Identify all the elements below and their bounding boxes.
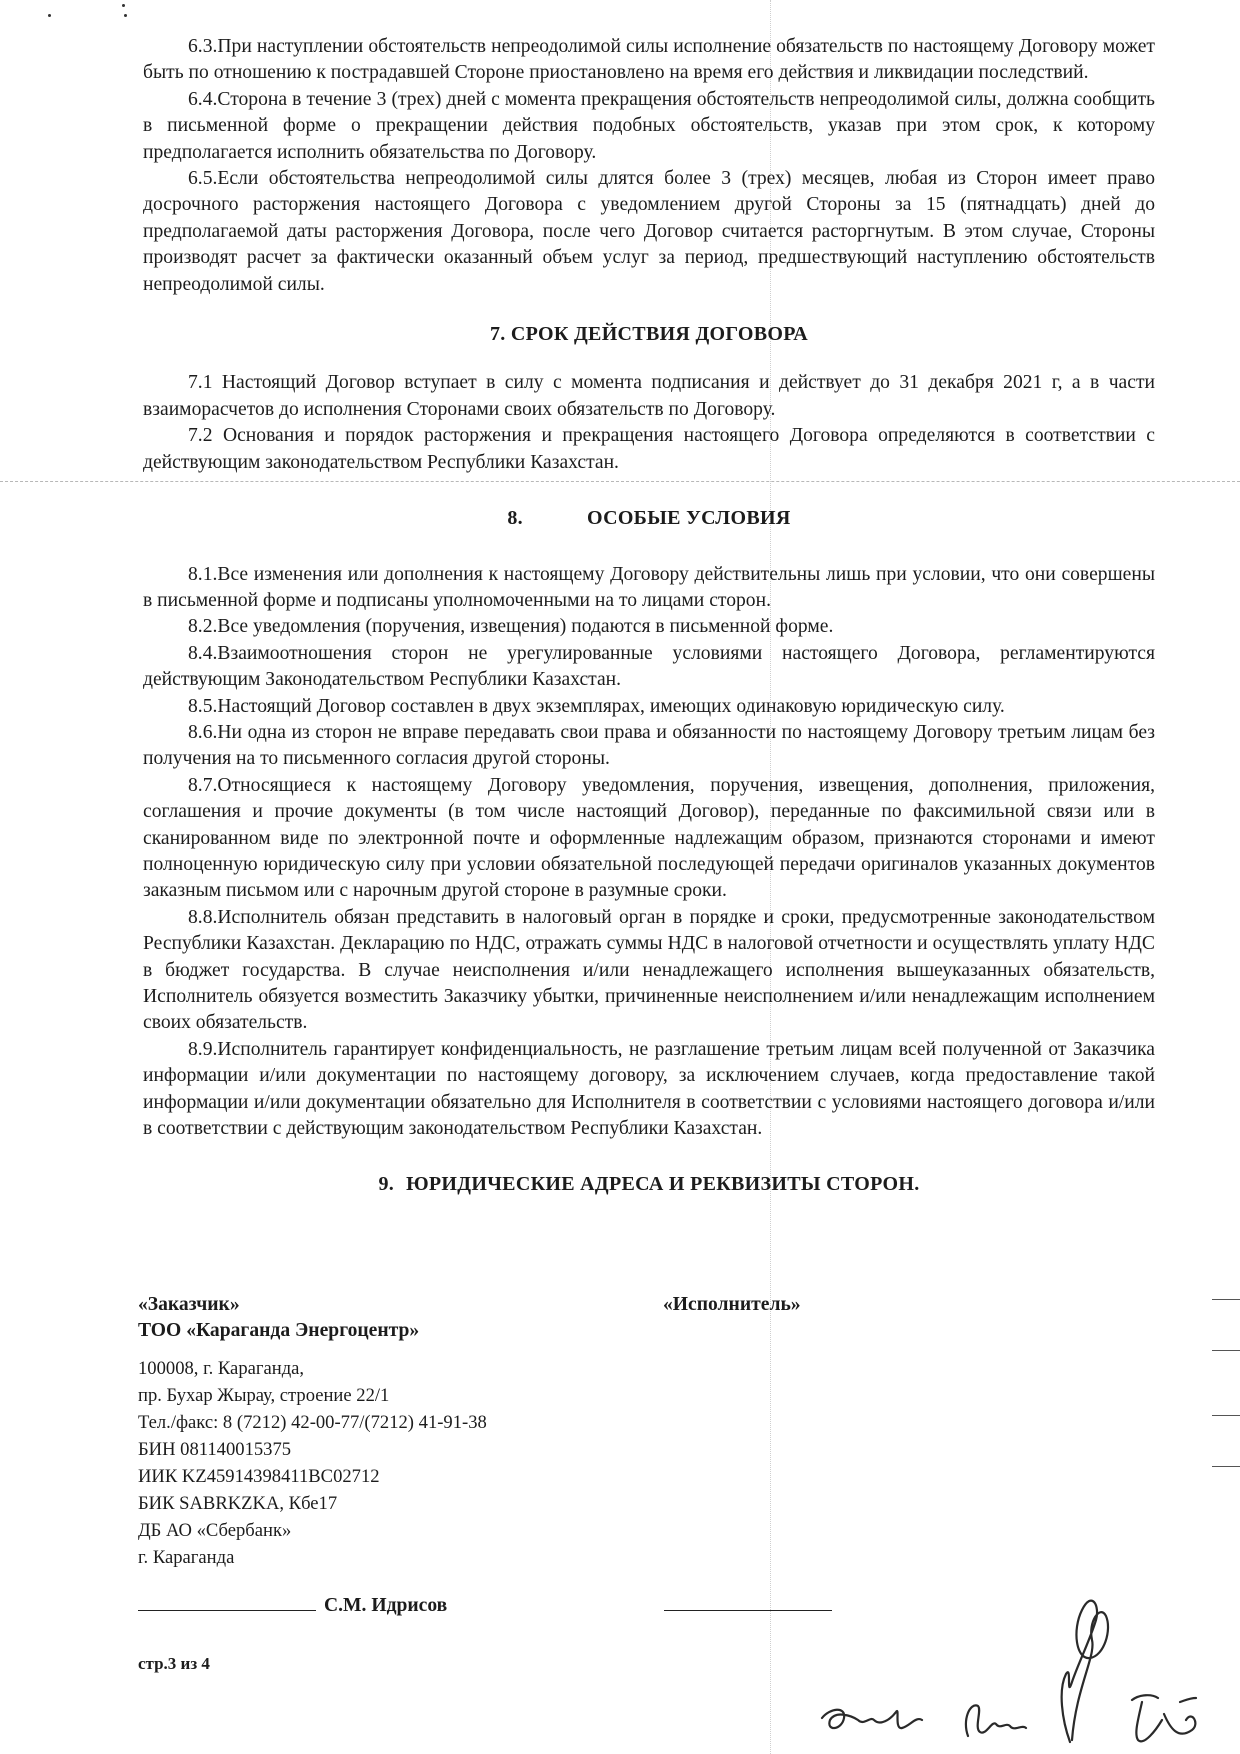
- section-7-heading: 7. СРОК ДЕЙСТВИЯ ДОГОВОРА: [490, 323, 808, 346]
- clause-8-8: 8.8.Исполнитель обязан представить в налоговый орган в порядке и сроки, предусмотренные законодательством Республики Казахстан. Декларацию по НДС, отражать суммы НДС в налоговой отчетности и осуществлять уплату НДС в бюджет государства. В случае неисполнения и/или ненадлежащего исполнения вышеуказанных обязательств, Исполнитель обязуется возместить Заказчику убытки, причиненные неисполнением и/или ненадлежащим исполнением своих обязательств.: [143, 906, 1155, 1034]
- customer-phone: Тел./факс: 8 (7212) 42-00-77/(7212) 41-91-38: [138, 1411, 487, 1433]
- customer-block: [138, 1292, 738, 1571]
- page-number: стр.3 из 4: [138, 1654, 210, 1673]
- pen-stroke-short: [1180, 1698, 1196, 1702]
- section-9-title: ЮРИДИЧЕСКИЕ АДРЕСА И РЕКВИЗИТЫ СТОРОН.: [406, 1173, 920, 1196]
- clause-8-9: 8.9.Исполнитель гарантирует конфиденциальность, не разглашение третьим лицам всей полученной от Заказчика информации и/или документации по настоящему договору, за исключением случаев, когда предоставление такой информации и/или документации обязательно для Исполнителя в соответствии с условиями настоящего договора и/или в соответствии с действующим законодательством Республики Казахстан.: [143, 1038, 1155, 1140]
- initial-mark-2: [966, 1705, 1026, 1736]
- margin-tick: [1212, 1466, 1240, 1467]
- clause-6-5: 6.5.Если обстоятельства непреодолимой силы длятся более 3 (трех) месяцев, любая из Сторон имеет право досрочного расторжения настоящего Договора с уведомлением другой Стороны за 15 (пятнадцать) дней до предполагаемой даты расторжения Договора, после чего Договор считается расторгнутым. В этом случае, Стороны производят расчет за фактически оказанный объем услуг за период, предшествующий наступлению обстоятельств непреодолимой силы.: [143, 168, 1155, 295]
- executor-role: «Исполнитель»: [663, 1294, 801, 1315]
- contract-body: [143, 34, 1155, 1198]
- customer-bin: БИН 081140015375: [138, 1438, 292, 1460]
- customer-signatory: С.М. Идрисов: [324, 1595, 448, 1616]
- customer-org: ТОО «Караганда Энергоцентр»: [138, 1320, 420, 1342]
- scan-speck: [122, 4, 125, 7]
- customer-city: г. Караганда: [138, 1546, 235, 1568]
- section-8-number: 8.: [507, 507, 523, 530]
- clause-8-2: 8.2.Все уведомления (поручения, извещения) подаются в письменной форме.: [188, 616, 834, 638]
- clause-8-5: 8.5.Настоящий Договор составлен в двух экземплярах, имеющих одинаковую юридическую силу.: [188, 695, 1005, 717]
- margin-tick: [1212, 1299, 1240, 1300]
- customer-address-line-2: пр. Бухар Жырау, строение 22/1: [138, 1384, 390, 1406]
- customer-bik: БИК SABRKZKA, Кбе17: [138, 1492, 338, 1514]
- customer-details: [138, 1355, 738, 1571]
- initial-mark-4: [1132, 1695, 1195, 1741]
- customer-bank: ДБ АО «Сбербанк»: [138, 1519, 292, 1541]
- clause-7-2: 7.2 Основания и порядок расторжения и прекращения настоящего Договора определяются в соответствии с действующим законодательством Республики Казахстан.: [143, 425, 1155, 473]
- clause-8-6: 8.6.Ни одна из сторон не вправе передавать свои права и обязанности по настоящему Договору третьим лицам без получения на то письменного согласия другой стороны.: [143, 721, 1155, 770]
- section-8-title: ОСОБЫЕ УСЛОВИЯ: [586, 507, 791, 530]
- clause-7-1: 7.1 Настоящий Договор вступает в силу с момента подписания и действует до 31 декабря 2021 г, а в части взаиморасчетов до исполнения Сторонами своих обязательств по Договору.: [143, 372, 1155, 420]
- section-9-number: 9.: [378, 1173, 395, 1196]
- scan-speck: [48, 14, 51, 17]
- section-8-heading: [143, 505, 1155, 531]
- initial-mark-1: [822, 1710, 922, 1728]
- customer-role: «Заказчик»: [138, 1294, 240, 1315]
- section-9-heading: [143, 1171, 1155, 1197]
- handwritten-initials: [800, 1570, 1240, 1754]
- clause-8-1: 8.1.Все изменения или дополнения к настоящему Договору действительны лишь при условии, что они совершены в письменной форме и подписаны уполномоченными на то лицами сторон.: [143, 563, 1155, 611]
- clause-6-3: 6.3.При наступлении обстоятельств непреодолимой силы исполнение обязательств по настоящему Договору может быть по отношению к пострадавшей Стороне приостановлено на время его действия и ликвидации последствий.: [143, 36, 1155, 84]
- scan-speck: [124, 14, 127, 17]
- customer-iik: ИИК KZ45914398411BC02712: [138, 1465, 380, 1487]
- clause-8-7: 8.7.Относящиеся к настоящему Договору уведомления, поручения, извещения, дополнения, приложения, соглашения и прочие документы (в том числе настоящий Договор), переданные по факсимильной связи или в сканированном виде по электронной почте и оформленные надлежащим образом, признаются сторонами и имеют полноценную юридическую силу при условии обязательной последующей передачи оригиналов указанных документов заказным письмом или с нарочным другой стороне в разумные сроки.: [143, 774, 1155, 902]
- customer-signature-line: [138, 1610, 316, 1611]
- clause-6-4: 6.4.Сторона в течение 3 (трех) дней с момента прекращения обстоятельств непреодолимой силы, должна сообщить в письменной форме о прекращении действия подобных обстоятельств, указав при этом срок, к которому предполагается исполнить обязательства по Договору.: [143, 88, 1155, 163]
- customer-address-line-1: 100008, г. Караганда,: [138, 1357, 305, 1379]
- signature-mark-main: [1062, 1601, 1108, 1742]
- clause-8-4: 8.4.Взаимоотношения сторон не урегулированные условиями настоящего Договора, регламентируются действующим Законодательством Республики Казахстан.: [143, 642, 1155, 691]
- margin-tick: [1212, 1415, 1240, 1416]
- margin-tick: [1212, 1350, 1240, 1351]
